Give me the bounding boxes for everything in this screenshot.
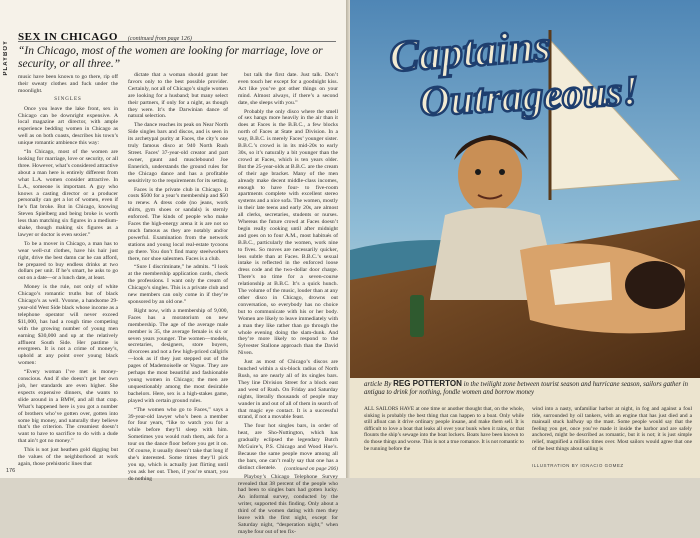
article-column-1 [18,74,118,470]
paragraph: To be a mover in Chicago, a man has to wear well-cut clothes, have his hair just right, drive the best damn car he can afford, be prepared to buy endless drinks at two dollars per unit. If he’s smart, he asks to go out on a date—or a lunch date, at least. [18,240,118,282]
author-name: REG POTTERTON [393,379,462,388]
paragraph: dictate that a woman should grant her favors only to the best possible provider. Certainly, not all of Chicago’s single women are looking for a husband; but many select their partners, if only for a night, as though they were. It’s the Darwinian dance of natural selection. [128,72,228,120]
subhead-singles: SINGLES [54,96,82,102]
article-column-2 [532,406,692,452]
paragraph: This is not just heathen gold digging but the values of the neighborhood at work again, those prehistoric lines that [18,447,118,467]
woman-hair [625,261,685,309]
paragraph: “In Chicago, most of the women are looking for marriage, love or security, or all three. However, what’s considered attractive about a man here is entirely different from what L.A. women consider attractive. In L.A., someone is important. A guy who knows a casting director or a producer personally can get a lot of women, even if he’s flat broke. But in Chicago, knowing Steven Spielberg and being broke is worth less than matching six figures in a medium-shake, though making six figures as a lawyer or doctor is even sexier.” [18,149,118,238]
paragraph: Once you leave the lake front, sex in Chicago can be downright expensive. A local magazine art director, with ample experience bedding women in Chicago as well as on both coasts, describes his town’s unique romantic ambience this way: [18,105,118,147]
illustration [350,0,700,378]
section-title: SEX IN CHICAGO [18,31,118,43]
article-column-2 [128,72,228,485]
paragraph: Just as most of Chicago’s discos are bunched within a six-block radius of North Rush, so are nearly all of its singles bars. They line Division Street for a block east and west of Rush. On Friday and Saturday nights, literally thousands of people may wander in and out of all of them in search of that magic eye contact. It is a successful strand, if not a movable feast. [238,359,338,421]
byline-prefix: article By [364,380,392,388]
paragraph: wind into a nasty, unfamiliar harbor at night, in fog and against a foul tide, surrounded by oil tankers, with an engine that has just died and a mainsail stuck halfway up the mast. Some people would say that the feeling you get, once you’ve made it inside the harbor and are safely anchored, might be described as romantic, but it is not; it is just simple relief, magnified a million times over. Most sailors would agree that one of the best things about sailing is [532,406,692,452]
paragraph: but talk the first date. Just talk. Don’t even touch her except for a goodnight kiss. Act like you’ve got other things on your mind. Almost always, if there’s a second date, she sleeps with you.” [238,72,338,106]
paragraph: music have been known to go there, rip off their sweaty clothes and fuck under the moonlight. [18,74,118,94]
section-header [18,27,336,42]
captain-eye [499,169,505,175]
headline-line-2: Outrageous! [418,68,641,126]
paragraph: “Every woman I’ve met is money-conscious. And if she doesn’t get her own job, her standards are even higher. She expects expensive dinners, she wants to slide around in a BMW, and all that crap. What’s happened here is you got a number of brothers who’ve gotten over, gotten into some big money, and naturally they believe that’s the criterion. The creamiest doesn’t want to have to sacrifice to do with a dude that ain’t got no money.” [18,369,118,445]
paragraph: Playboy’s Chicago Telephone Survey revealed that 38 percent of the people who had been to singles bars had gotten lucky. An informal survey, conducted by the writer, supported this finding. Only about a third of the women dating with men they leave with the first night, except for Saturday night, “desperation night,” when maybe four out of ten fix- [238,473,338,535]
article-column-1 [364,406,524,452]
paragraph: ALL SAILORS HAVE at one time or another thought that, on the whole, sinking is probably the best thing that can happen to a boat. Only while still afloat can it drive ordinary people insane, and make them sell. It is difficult to love a boat that leaks all over your bunk when it rains, or that flounts the ship’s sewage into the boat lockers. Boats have been known to do those things and worse. This is not a true romance. It is not romantic to be running before the [364,406,524,452]
paragraph: The four hot singles bars, in order of heat, are Sho-Nuttington, which has gradually eclipsed the legendary Butch McGuire’s, P.S. Chicago and Wood Hue’s. Because the same people move among all the bars, one can’t really say that one has a distinct clientele. [238,423,338,471]
continued-to: (continued on page 206) [284,466,338,472]
running-head: PLAYBOY [3,40,9,76]
captain-face [458,137,522,213]
paragraph: Money is the rule, not only of white Chicago’s romantic truths but of black Chicago’s as well. Yvonne, a handsome 29-year-old West Side black whose income as a telephone operator will never exceed $11,000, has had a rough time competing with the growing number of young men earning $30,000 and up at the relatively affluent South Side. Her pastime is evergreen. It is not a crime of money’s, uphold at any point over young black women: [18,284,118,367]
pull-quote: “In Chicago, most of the women are looking for marriage, love or security, or all three.” [18,45,323,70]
paragraph: Faces is the private club in Chicago. It costs $500 for a year’s membership and $50 to renew. A dress code (no jeans, work shirts, gym shoes or sandals) is sternly enforced. The kinds of people who make Faces the high-energy arena it is are not so much famous as they are notably and/or powerful. Examination from the network stations and young local real-estate tycoons go there. You don’t find many steelworkers there, nor shoe salesmen. Faces is a club. [128,186,228,262]
byline-block [364,380,694,398]
paragraph: “The women who go to Faces,” says a 39-year-old lawyer who’s been a member for four years, “like to watch you for a while before they’ll sleep with him. Sometimes you would rush them, ask for a tour on the dance floor before you get it on. Of course, it usually doesn’t take that long if she’s interested. Some times they’ll pick you up, which is actually just flirting until you ask her out. Then, if you’re smart, you do nothing [128,406,228,482]
page-number: 176 [6,468,16,474]
right-page [350,0,700,478]
left-page [0,0,346,535]
dek: in the twilight zone between tourist season and hurricane season, sailors gather in antigua to drink for nothing, fondle women and borrow money [364,381,689,397]
continued-from: (continued from page 126) [127,36,192,42]
illustration-credit: ILLUSTRATION BY IGNACIO GOMEZ [532,463,624,468]
paragraph: The dance reaches its peak on Near North Side singles bars and discos, and is seen in its archetypal purity at Faces, the city’s one truly famous disco at 940 North Rush Street. Faces’ 37-year-old creator and part owner, gaunt and musclebound Joe Ennerich, understands the ground rules for the Chicago dance and has a profitable sensitivity to the requirements for its setting. [128,122,228,184]
headline-line-1: Captains [387,21,553,82]
paragraph: Probably the only disco where the smell of sex hangs more heavily in the air than it does at Faces is the B.B.C., a few blocks north of Faces at State and Division. In a way, B.B.C. is merely Faces’ younger sister. B.B.C.’s crowd is in its mid-20s to early 30s, so it’s naturally a bit younger than the crowd at Faces, which is ten years older. But the 25-year-olds at B.B.C. are the cream of their age bracket. Many of the men already make decent middle-class incomes, enough to have four- to five-room apartments complete with excellent stereo systems and a nice sofa. The women, mostly in their late teens and early 20s, are almost all clerks, secretaries, students or nurses. Whereas the future crowd at Faces doesn’t begin really cooking until after midnight and goes on to four A.M., most habitués of B.B.C., particularly the women, work nine to fives. So moves are necessarily quicker, less subtle than at Faces. B.B.C.’s sexual intake is reflected in the enforced loose dress code and the two-dollar door charge. There’s no time for a seven-course relationship at B.B.C. It’s a quick hunch. The volume of the music, louder than at any other disco in Chicago, drowns out conversation, so everybody has no choice but to communicate with his or her body. Women are likely to leave immediately with a man they like rather than go through the whole evening doing the slam-dunk. And they’re more likely to respond to the Sylvester Stallone approach than the David Niven. [238,108,338,357]
bottle [410,295,424,337]
captain-eye [475,169,481,175]
paragraph: Right now, with a membership of 9,000, Faces has a moratorium on new membership. The age of the average male member is 35, the average female is six or seven years younger. The women—models, secretaries, designers, store buyers, divorcees and not a few high-priced callgirls—look as if they just stepped out of the pages of Mademoiselle or Vogue. They are perhaps the most beautiful and fashionable young women in Chicago; the men are unquestionably among the most desirable bachelors. Here, sex is a high-stakes game, played with certain ground rules. [128,307,228,404]
paragraph: “Sure I discriminate,” he admits. “I look at the membership application cards, check the professions. I want only the cream of Chicago’s singles. This is a private club and new members can only come in if they’re sponsored by an old one.” [128,264,228,305]
